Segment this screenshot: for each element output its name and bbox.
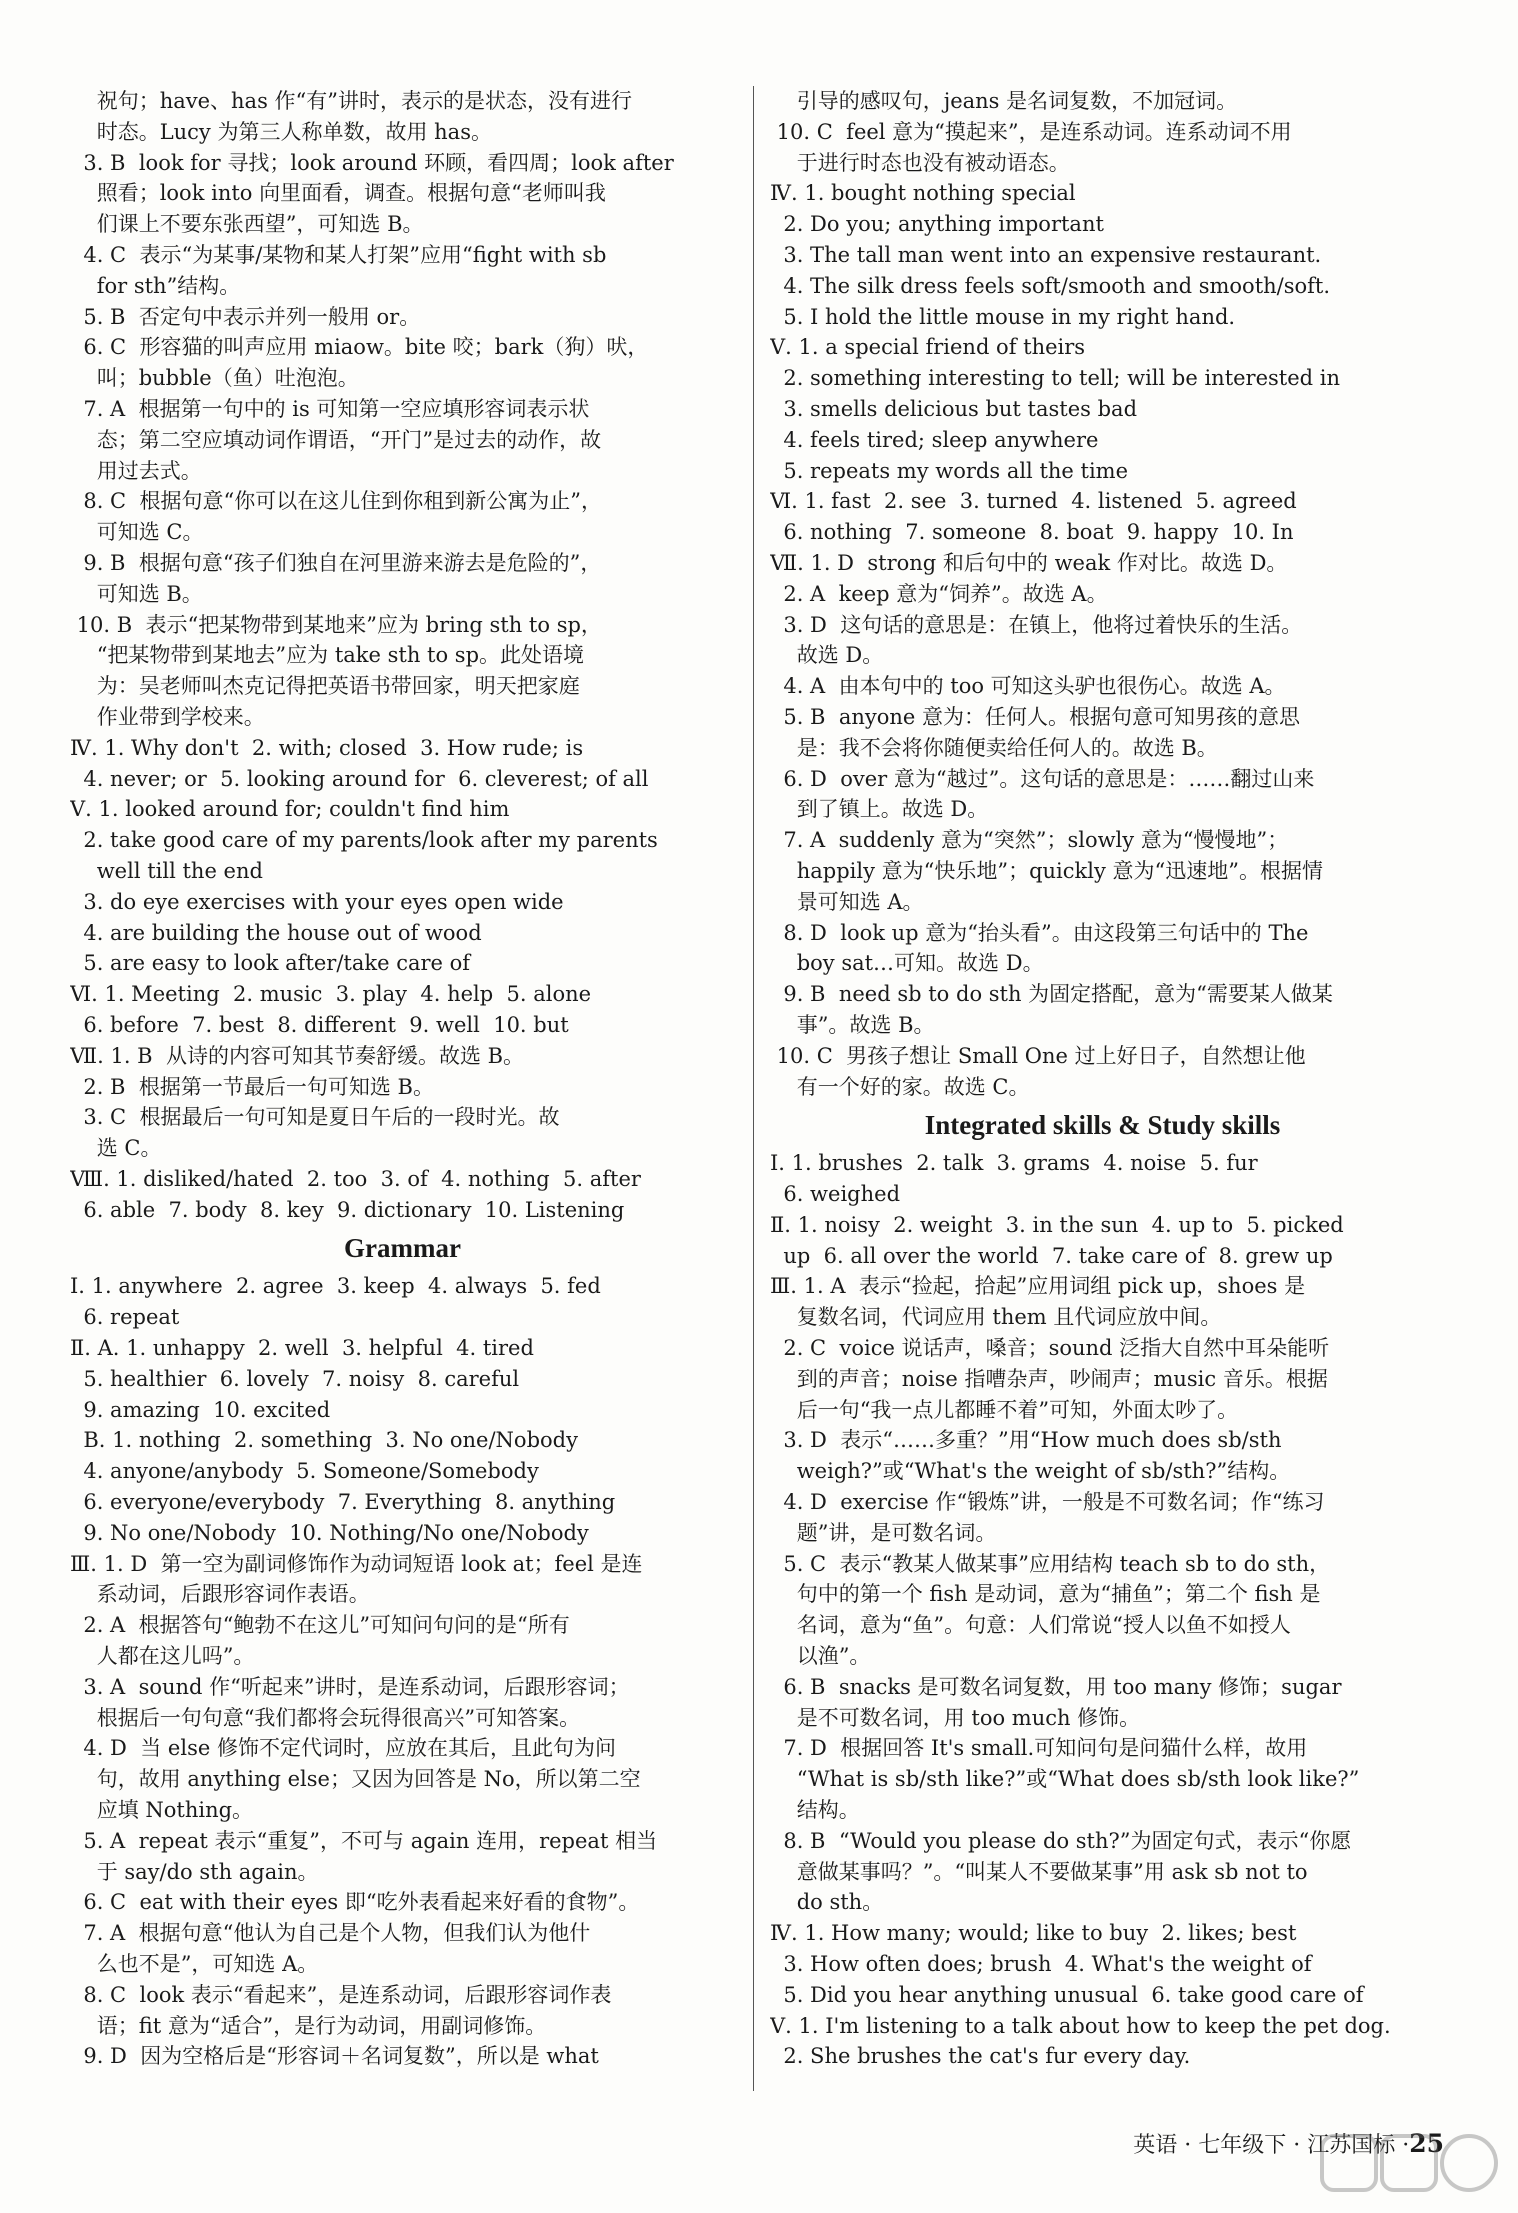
section-heading: Grammar	[344, 1233, 461, 1264]
answer-line: 作业带到学校来。	[70, 704, 265, 729]
answer-line: 5. B 否定句中表示并列一般用 or。	[70, 304, 421, 329]
answer-line: 名词，意为“鱼”。句意：人们常说“授人以鱼不如授人	[770, 1613, 1291, 1638]
answer-line: 3. D 这句话的意思是：在镇上，他将过着快乐的生活。	[770, 612, 1303, 637]
answer-line: 4. are building the house out of wood	[70, 920, 482, 945]
answer-line: 有一个好的家。故选 C。	[770, 1074, 1030, 1099]
answer-line: 2. take good care of my parents/look after my parents	[70, 828, 658, 853]
answer-line: 是不可数名词，用 too much 修饰。	[770, 1705, 1141, 1730]
answer-line: weigh?”或“What's the weight of sb/sth?”结构。	[770, 1459, 1291, 1484]
answer-line: Ⅲ. 1. D 第一空为副词修饰作为动词短语 look at；feel 是连	[70, 1551, 643, 1576]
answer-line: 以渔”。	[770, 1644, 871, 1669]
answer-line: Ⅴ. 1. a special friend of theirs	[770, 335, 1086, 360]
answer-line: Ⅷ. 1. disliked/hated 2. too 3. of 4. nothing 5. after	[70, 1166, 641, 1191]
answer-line: 8. D look up 意为“抬头看”。由这段第三句话中的 The	[770, 920, 1309, 945]
answer-line: 2. A keep 意为“饲养”。故选 A。	[770, 581, 1108, 606]
answer-line: well till the end	[70, 858, 263, 883]
answer-line: 9. B 根据句意“孩子们独自在河里游来游去是危险的”，	[70, 550, 602, 575]
footer-text: 英语 · 七年级下 · 江苏国标 ·	[1133, 2133, 1410, 2158]
watermark-logo	[1314, 2128, 1504, 2208]
answer-line: 叫；bubble（鱼）吐泡泡。	[70, 366, 359, 391]
answer-line: 态；第二空应填动词作谓语，“开门”是过去的动作，故	[70, 427, 602, 452]
answer-line: Ⅰ. 1. anywhere 2. agree 3. keep 4. always 5. fed	[70, 1274, 601, 1299]
answer-line: 9. No one/Nobody 10. Nothing/No one/Nobody	[70, 1520, 589, 1545]
column-divider	[753, 86, 754, 2091]
answer-line: 选 C。	[70, 1136, 162, 1161]
answer-line: 8. B “Would you please do sth?”为固定句式，表示“你愿	[770, 1828, 1352, 1853]
answer-line: 2. A 根据答句“鲍勃不在这儿”可知问句问的是“所有	[70, 1613, 570, 1638]
answer-line: 4. feels tired; sleep anywhere	[770, 427, 1099, 452]
answer-line: Ⅵ. 1. Meeting 2. music 3. play 4. help 5. alone	[70, 982, 592, 1007]
answer-line: Ⅴ. 1. I'm listening to a talk about how to keep the pet dog.	[770, 2013, 1391, 2038]
answer-line: up 6. all over the world 7. take care of 8. grew up	[770, 1243, 1333, 1268]
answer-line: 5. Did you hear anything unusual 6. take good care of	[770, 1982, 1364, 2007]
answer-line: 10. C 男孩子想让 Small One 过上好日子，自然想让他	[770, 1043, 1306, 1068]
answer-line: Ⅳ. 1. bought nothing special	[770, 181, 1076, 206]
answer-line: Ⅰ. 1. brushes 2. talk 3. grams 4. noise 5. fur	[770, 1151, 1258, 1176]
answer-line: 8. C 根据句意“你可以在这儿住到你租到新公寓为止”，	[70, 489, 602, 514]
section-heading: Integrated skills & Study skills	[924, 1110, 1281, 1141]
answer-line: 系动词，后跟形容词作表语。	[70, 1582, 370, 1607]
answer-line: Ⅶ. 1. D strong 和后句中的 weak 作对比。故选 D。	[770, 550, 1288, 575]
answer-line: Ⅵ. 1. fast 2. see 3. turned 4. listened 5. agreed	[770, 489, 1297, 514]
answer-line: boy sat…可知。故选 D。	[770, 951, 1044, 976]
answer-line: 可知选 B。	[70, 581, 203, 606]
answer-line: 照看；look into 向里面看，调查。根据句意“老师叫我	[70, 181, 606, 206]
answer-line: 根据后一句句意“我们都将会玩得很高兴”可知答案。	[70, 1705, 581, 1730]
answer-line: 6. able 7. body 8. key 9. dictionary 10. Listening	[70, 1197, 625, 1222]
answer-line: 9. B need sb to do sth 为固定搭配，意为“需要某人做某	[770, 982, 1333, 1007]
answer-line: 5. C 表示“教某人做某事”应用结构 teach sb to do sth，	[770, 1551, 1331, 1576]
answer-line: 6. C eat with their eyes 即“吃外表看起来好看的食物”。	[70, 1890, 640, 1915]
answer-line: 祝句；have、has 作“有”讲时，表示的是状态，没有进行	[70, 89, 633, 113]
answer-line: 6. before 7. best 8. different 9. well 10. but	[70, 1012, 569, 1037]
answer-line: 引导的感叹句，jeans 是名词复数，不加冠词。	[770, 89, 1238, 113]
answer-line: Ⅴ. 1. looked around for; couldn't find him	[70, 797, 510, 822]
answer-line: Ⅶ. 1. B 从诗的内容可知其节奏舒缓。故选 B。	[70, 1043, 525, 1068]
answer-line: 2. B 根据第一节最后一句可知选 B。	[70, 1074, 434, 1099]
answer-line: Ⅱ. 1. noisy 2. weight 3. in the sun 4. up to 5. picked	[770, 1212, 1344, 1237]
answer-line: 于 say/do sth again。	[70, 1859, 319, 1884]
answer-line: 是：我不会将你随便卖给任何人的。故选 B。	[770, 735, 1218, 760]
answer-line: 9. D 因为空格后是“形容词＋名词复数”，所以是 what	[70, 2044, 599, 2069]
answer-line: 7. A 根据第一句中的 is 可知第一空应填形容词表示状	[70, 396, 590, 421]
answer-line: Ⅲ. 1. A 表示“捡起，拾起”应用词组 pick up，shoes 是	[770, 1274, 1306, 1299]
answer-line: Ⅳ. 1. How many; would; like to buy 2. likes; best	[770, 1921, 1297, 1946]
answer-line: 语；fit 意为“适合”，是行为动词，用副词修饰。	[70, 2013, 547, 2038]
left-column	[70, 86, 735, 2072]
answer-line: 3. C 根据最后一句可知是夏日午后的一段时光。故	[70, 1105, 560, 1130]
answer-line: 到了镇上。故选 D。	[770, 797, 989, 822]
answer-line: 3. B look for 寻找；look around 环顾，看四周；look after	[70, 150, 674, 175]
answer-line: 6. B snacks 是可数名词复数，用 too many 修饰；sugar	[770, 1674, 1342, 1699]
answer-line: do sth。	[770, 1890, 884, 1915]
right-column	[770, 86, 1435, 2072]
answer-line: 4. D 当 else 修饰不定代词时，应放在其后，且此句为问	[70, 1736, 616, 1761]
answer-line: 2. something interesting to tell; will be interested in	[770, 366, 1341, 391]
answer-line: 6. repeat	[70, 1305, 180, 1330]
answer-line: 7. D 根据回答 It's small.可知问句是问猫什么样，故用	[770, 1736, 1308, 1761]
answer-line: 4. C 表示“为某事/某物和某人打架”应用“fight with sb	[70, 242, 607, 267]
answer-line: 事”。故选 B。	[770, 1012, 935, 1037]
answer-line: 4. The silk dress feels soft/smooth and smooth/soft.	[770, 273, 1331, 298]
answer-line: happily 意为“快乐地”；quickly 意为“迅速地”。根据情	[770, 858, 1323, 883]
answer-line: 4. A 由本句中的 too 可知这头驴也很伤心。故选 A。	[770, 674, 1286, 699]
answer-line: 5. I hold the little mouse in my right hand.	[770, 304, 1236, 329]
answer-line: 8. C look 表示“看起来”，是连系动词，后跟形容词作表	[70, 1982, 612, 2007]
answer-line: 2. C voice 说话声，嗓音；sound 泛指大自然中耳朵能听	[770, 1336, 1330, 1361]
answer-line: 么也不是”，可知选 A。	[70, 1952, 319, 1977]
answer-line: 们课上不要东张西望”，可知选 B。	[70, 212, 424, 237]
answer-line: 6. everyone/everybody 7. Everything 8. anything	[70, 1490, 616, 1515]
answer-line: 时态。Lucy 为第三人称单数，故用 has。	[70, 119, 492, 144]
answer-line: 意做某事吗？”。“叫某人不要做某事”用 ask sb not to	[770, 1859, 1308, 1884]
answer-line: 7. A suddenly 意为“突然”；slowly 意为“慢慢地”；	[770, 828, 1289, 853]
answer-line: 到的声音；noise 指嘈杂声，吵闹声；music 音乐。根据	[770, 1366, 1328, 1391]
answer-line: 3. D 表示“……多重？”用“How much does sb/sth	[770, 1428, 1282, 1453]
answer-line: “把某物带到某地去”应为 take sth to sp。此处语境	[70, 643, 585, 668]
answer-line: 5. A repeat 表示“重复”，不可与 again 连用，repeat 相当	[70, 1828, 658, 1853]
answer-line: 可知选 C。	[70, 520, 204, 545]
answer-line: Ⅱ. A. 1. unhappy 2. well 3. helpful 4. tired	[70, 1336, 534, 1361]
answer-line: 3. do eye exercises with your eyes open wide	[70, 889, 564, 914]
answer-line: 于进行时态也没有被动语态。	[770, 150, 1070, 175]
answer-key-page	[70, 86, 1448, 2106]
answer-line: B. 1. nothing 2. something 3. No one/Nobody	[70, 1428, 578, 1453]
answer-line: 5. repeats my words all the time	[770, 458, 1129, 483]
answer-line: 3. smells delicious but tastes bad	[770, 396, 1138, 421]
answer-line: 为：吴老师叫杰克记得把英语书带回家，明天把家庭	[70, 674, 580, 699]
answer-line: Ⅳ. 1. Why don't 2. with; closed 3. How rude; is	[70, 735, 584, 760]
answer-line: 句中的第一个 fish 是动词，意为“捕鱼”；第二个 fish 是	[770, 1582, 1321, 1607]
answer-line: 句，故用 anything else；又因为回答是 No，所以第二空	[70, 1767, 641, 1792]
answer-line: 6. D over 意为“越过”。这句话的意思是：……翻过山来	[770, 766, 1315, 791]
answer-line: 故选 D。	[770, 643, 884, 668]
answer-line: 3. A sound 作“听起来”讲时，是连系动词，后跟形容词；	[70, 1674, 630, 1699]
answer-line: 用过去式。	[70, 458, 202, 483]
answer-line: 4. D exercise 作“锻炼”讲，一般是不可数名词；作“练习	[770, 1490, 1325, 1515]
answer-line: 6. weighed	[770, 1182, 901, 1207]
answer-line: 7. A 根据句意“他认为自己是个人物，但我们认为他什	[70, 1921, 591, 1946]
answer-line: 复数名词，代词应用 them 且代词应放中间。	[770, 1305, 1222, 1330]
answer-line: 3. The tall man went into an expensive restaurant.	[770, 242, 1322, 267]
answer-line: 5. healthier 6. lovely 7. noisy 8. careful	[70, 1366, 520, 1391]
answer-line: 4. anyone/anybody 5. Someone/Somebody	[70, 1459, 539, 1484]
answer-line: 10. B 表示“把某物带到某地来”应为 bring sth to sp，	[70, 612, 602, 637]
answer-line: 5. B anyone 意为：任何人。根据句意可知男孩的意思	[770, 704, 1301, 729]
answer-line: 题”讲，是可数名词。	[770, 1520, 997, 1545]
answer-line: 景可知选 A。	[770, 889, 924, 914]
answer-line: 人都在这儿吗”。	[70, 1644, 255, 1669]
answer-line: for sth”结构。	[70, 273, 241, 298]
answer-line: 5. are easy to look after/take care of	[70, 951, 471, 976]
answer-line: 3. How often does; brush 4. What's the weight of	[770, 1952, 1312, 1977]
answer-line: 6. nothing 7. someone 8. boat 9. happy 10. In	[770, 520, 1294, 545]
answer-line: 10. C feel 意为“摸起来”，是连系动词。连系动词不用	[770, 119, 1292, 144]
answer-line: 2. She brushes the cat's fur every day.	[770, 2044, 1191, 2069]
answer-line: “What is sb/sth like?”或“What does sb/sth look like?”	[770, 1767, 1360, 1792]
answer-line: 9. amazing 10. excited	[70, 1397, 331, 1422]
answer-line: 后一句“我一点儿都睡不着”可知，外面太吵了。	[770, 1397, 1239, 1422]
answer-line: 结构。	[770, 1798, 860, 1823]
answer-line: 6. C 形容猫的叫声应用 miaow。bite 咬；bark（狗）吠，	[70, 335, 649, 360]
answer-line: 4. never; or 5. looking around for 6. cleverest; of all	[70, 766, 649, 791]
answer-line: 应填 Nothing。	[70, 1798, 254, 1823]
answer-line: 2. Do you; anything important	[770, 212, 1104, 237]
page-number: 25	[1409, 2129, 1444, 2158]
